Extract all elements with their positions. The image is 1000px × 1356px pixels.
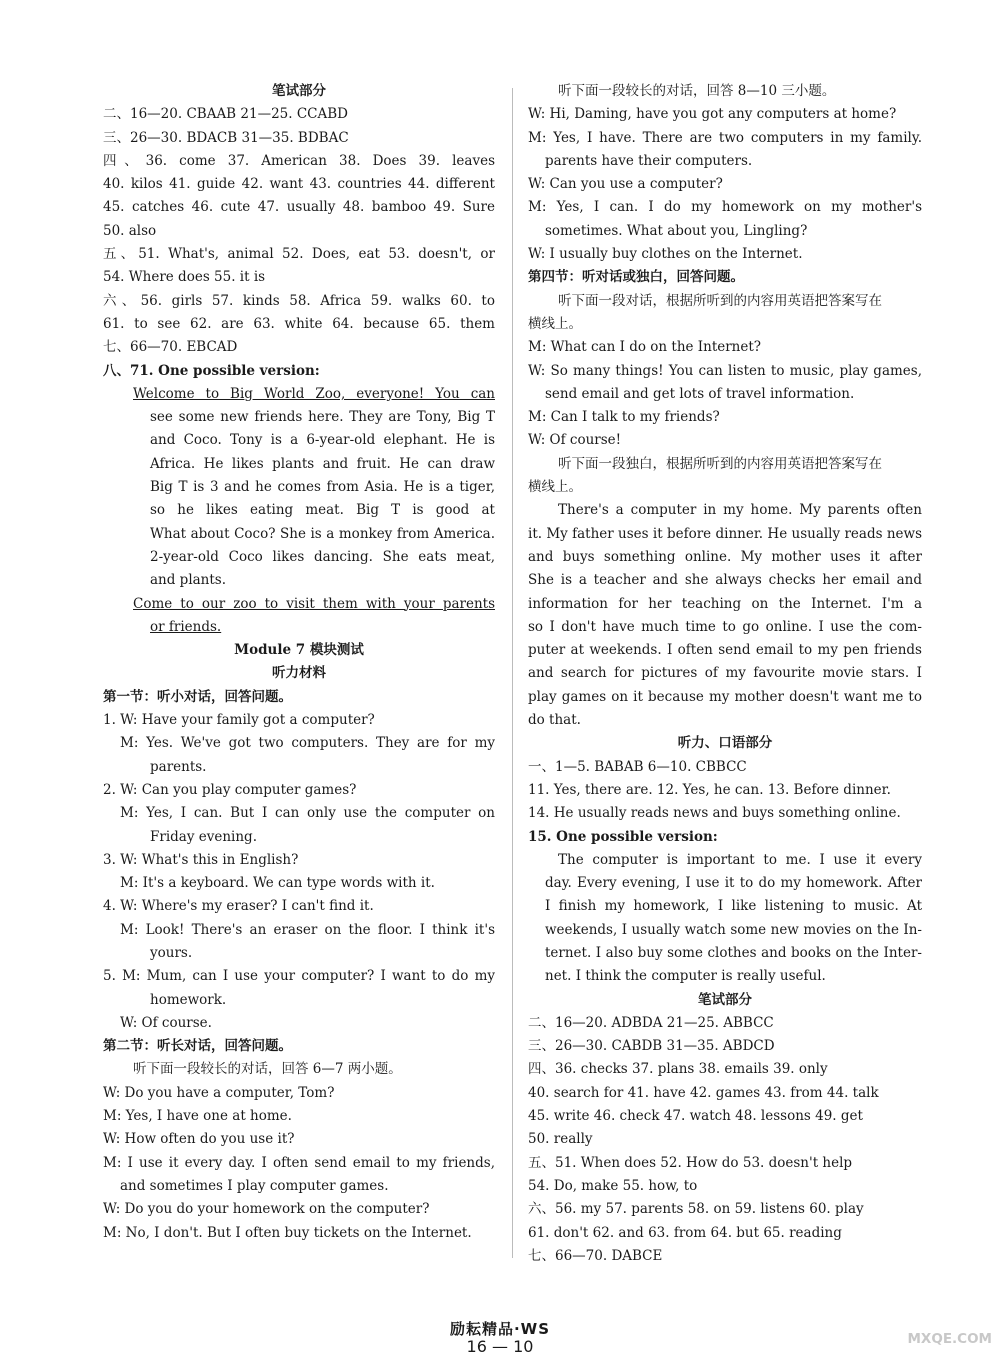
page-number: 16 — 10 <box>466 1337 534 1356</box>
right-line: 三、26—30. CABDB 31—35. ABDCD <box>528 1038 775 1055</box>
right-line: 61. don't 62. and 63. from 64. but 65. reading <box>528 1224 842 1241</box>
left-line: 61. to see 62. are 63. white 64. because 65. them <box>103 315 495 332</box>
left-line: M: No, I don't. But I often buy tickets on the Internet. <box>103 1224 472 1241</box>
right-line: 11. Yes, there are. 12. Yes, he can. 13. Before dinner. <box>528 781 891 798</box>
left-line: W: Do you do your homework on the computer? <box>103 1201 430 1218</box>
right-line: 45. write 46. check 47. watch 48. lessons 49. get <box>528 1108 863 1125</box>
left-line: M: Look! There's an eraser on the floor. I think it's <box>120 921 495 938</box>
left-line: 54. Where does 55. it is <box>103 269 266 286</box>
right-line: 听下面一段较长的对话，回答 8—10 三小题。 <box>558 83 836 99</box>
left-line: see some new friends here. They are Tony, Big T <box>150 409 495 426</box>
right-line: 二、16—20. ADBDA 21—25. ABBCC <box>528 1014 774 1031</box>
left-line: and plants. <box>150 572 227 589</box>
right-line: M: What can I do on the Internet? <box>528 339 762 356</box>
right-line: play games on it because my mother doesn't want me to <box>528 688 922 705</box>
left-line: W: Of course. <box>120 1014 212 1031</box>
right-line: so I don't have much time to go online. I use the com- <box>528 618 922 635</box>
right-line: 笔试部分 <box>698 991 752 1008</box>
right-line: 54. Do, make 55. how, to <box>528 1177 698 1194</box>
left-line: Come to our zoo to visit them with your parents <box>133 595 495 612</box>
left-line: Africa. He likes plants and fruit. He can draw <box>150 455 495 472</box>
right-line: 15. One possible version: <box>528 828 718 845</box>
right-line: 第四节：听对话或独白，回答问题。 <box>528 269 744 286</box>
right-line: 五、51. When does 52. How do 53. doesn't help <box>528 1154 853 1171</box>
left-line: parents. <box>150 758 207 775</box>
left-line: and sometimes I play computer games. <box>120 1177 389 1194</box>
right-line: puter at weekends. I often send email to my pen friends <box>528 642 922 659</box>
left-line: M: Yes. We've got two computers. They are for my <box>120 735 495 752</box>
left-line: W: How often do you use it? <box>103 1131 295 1148</box>
left-line: 笔试部分 <box>272 83 326 99</box>
right-line: sometimes. What about you, Lingling? <box>545 222 808 239</box>
right-line: ternet. I also buy some clothes and books on the Inter- <box>545 944 922 961</box>
left-line: 听力材料 <box>272 665 326 682</box>
left-line: 六、56. girls 57. kinds 58. Africa 59. walks 60. to <box>103 292 495 309</box>
left-line: M: It's a keyboard. We can type words with it. <box>120 875 435 892</box>
left-line: M: Yes, I can. But I can only use the computer on <box>120 805 495 822</box>
right-line: W: Can you use a computer? <box>528 176 723 193</box>
right-line: M: Yes, I have. There are two computers in my family. <box>528 129 922 146</box>
right-line: do that. <box>528 712 581 729</box>
right-line: 横线上。 <box>528 479 582 496</box>
right-line: W: So many things! You can listen to music, play games, <box>528 362 922 379</box>
left-line: and Coco. Tony is a 6-year-old elephant. He is <box>150 432 495 449</box>
left-column <box>103 80 495 1245</box>
right-line: The computer is important to me. I use it every <box>558 851 922 868</box>
right-line: 14. He usually reads news and buys something online. <box>528 805 901 822</box>
left-line: 听下面一段较长的对话，回答 6—7 两小题。 <box>133 1061 402 1078</box>
left-line: 第二节：听长对话，回答问题。 <box>103 1038 292 1055</box>
right-line: M: Yes, I can. I do my homework on my mother's <box>528 199 922 216</box>
right-line: 听下面一段独白，根据所听到的内容用英语把答案写在 <box>558 455 882 472</box>
left-line: M: Yes, I have one at home. <box>103 1108 292 1125</box>
right-line: 听下面一段对话，根据所听到的内容用英语把答案写在 <box>558 292 882 309</box>
left-line: Friday evening. <box>150 828 257 845</box>
left-line: 2-year-old Coco likes dancing. She eats meat, <box>150 548 495 565</box>
footer-brand: 励耘精品·WS <box>449 1320 551 1338</box>
left-line: 八、71. One possible version: <box>103 362 320 379</box>
left-line: What about Coco? She is a monkey from America. <box>150 525 495 542</box>
left-line: 40. kilos 41. guide 42. want 43. countries 44. different <box>103 176 495 193</box>
right-line: send email and get lots of travel information. <box>545 385 855 402</box>
right-line: information for her teaching on the Internet. I'm a <box>528 595 922 612</box>
right-line: it. My father uses it before dinner. He usually reads news <box>528 525 922 542</box>
left-line: 5. M: Mum, can I use your computer? I want to do my <box>103 968 495 985</box>
left-line: 50. also <box>103 222 157 239</box>
left-line: Big T is 3 and he comes from Asia. He is a tiger, <box>150 479 495 496</box>
watermark: MXQE.COM <box>907 1331 992 1347</box>
left-line: 三、26—30. BDACB 31—35. BDBAC <box>103 129 349 146</box>
right-line: W: I usually buy clothes on the Internet. <box>528 246 803 263</box>
right-line: and buys something online. My mother uses it after <box>528 548 922 565</box>
right-line: net. I think the computer is really useful. <box>545 968 826 985</box>
left-line: 45. catches 46. cute 47. usually 48. bamboo 49. Sure <box>103 199 495 216</box>
left-line: 二、16—20. CBAAB 21—25. CCABD <box>103 106 348 123</box>
left-line: 第一节：听小对话，回答问题。 <box>103 688 292 705</box>
right-line: 50. really <box>528 1131 593 1148</box>
right-line: W: Hi, Daming, have you got any computers at home? <box>528 106 897 123</box>
left-line: Module 7 模块测试 <box>234 642 364 659</box>
right-line: There's a computer in my home. My parents often <box>558 502 922 519</box>
right-line: 四、36. checks 37. plans 38. emails 39. only <box>528 1061 828 1078</box>
left-line: 五、51. What's, animal 52. Does, eat 53. doesn't, or <box>103 246 495 263</box>
left-line: or friends. <box>150 618 222 635</box>
left-line: 4. W: Where's my eraser? I can't find it. <box>103 898 374 915</box>
right-line: 七、66—70. DABCE <box>528 1247 663 1264</box>
right-column <box>528 80 922 1268</box>
left-line: homework. <box>150 991 227 1008</box>
right-line: I finish my homework, I like listening to music. At <box>545 898 922 915</box>
right-line: and search for pictures of my favourite movie stars. I <box>528 665 922 682</box>
right-line: weekends, I usually watch some new movies on the In- <box>545 921 922 938</box>
right-line: day. Every evening, I use it to do my homework. After <box>545 875 922 892</box>
left-line: 七、66—70. EBCAD <box>103 339 238 356</box>
right-line: She is a teacher and she always checks her email and <box>528 572 922 589</box>
right-line: 听力、口语部分 <box>677 735 773 752</box>
left-line: M: I use it every day. I often send email to my friends, <box>103 1154 495 1171</box>
column-divider <box>512 88 513 1258</box>
right-line: parents have their computers. <box>545 152 753 169</box>
left-line: 1. W: Have your family got a computer? <box>103 712 375 729</box>
left-line: so he likes eating meat. Big T is good at <box>150 502 495 519</box>
right-line: 一、1—5. BABAB 6—10. CBBCC <box>528 758 747 775</box>
footer <box>0 1318 1000 1339</box>
left-line: yours. <box>150 944 193 961</box>
right-line: M: Can I talk to my friends? <box>528 409 720 426</box>
right-line: 40. search for 41. have 42. games 43. from 44. talk <box>528 1084 879 1101</box>
right-line: 六、56. my 57. parents 58. on 59. listens 60. play <box>528 1201 864 1218</box>
left-line: 2. W: Can you play computer games? <box>103 781 357 798</box>
right-line: 横线上。 <box>528 315 582 332</box>
right-line: W: Of course! <box>528 432 622 449</box>
left-line: W: Do you have a computer, Tom? <box>103 1084 335 1101</box>
left-line: 3. W: What's this in English? <box>103 851 299 868</box>
left-line: 四、36. come 37. American 38. Does 39. leaves <box>103 152 495 169</box>
left-line: Welcome to Big World Zoo, everyone! You can <box>133 385 495 402</box>
